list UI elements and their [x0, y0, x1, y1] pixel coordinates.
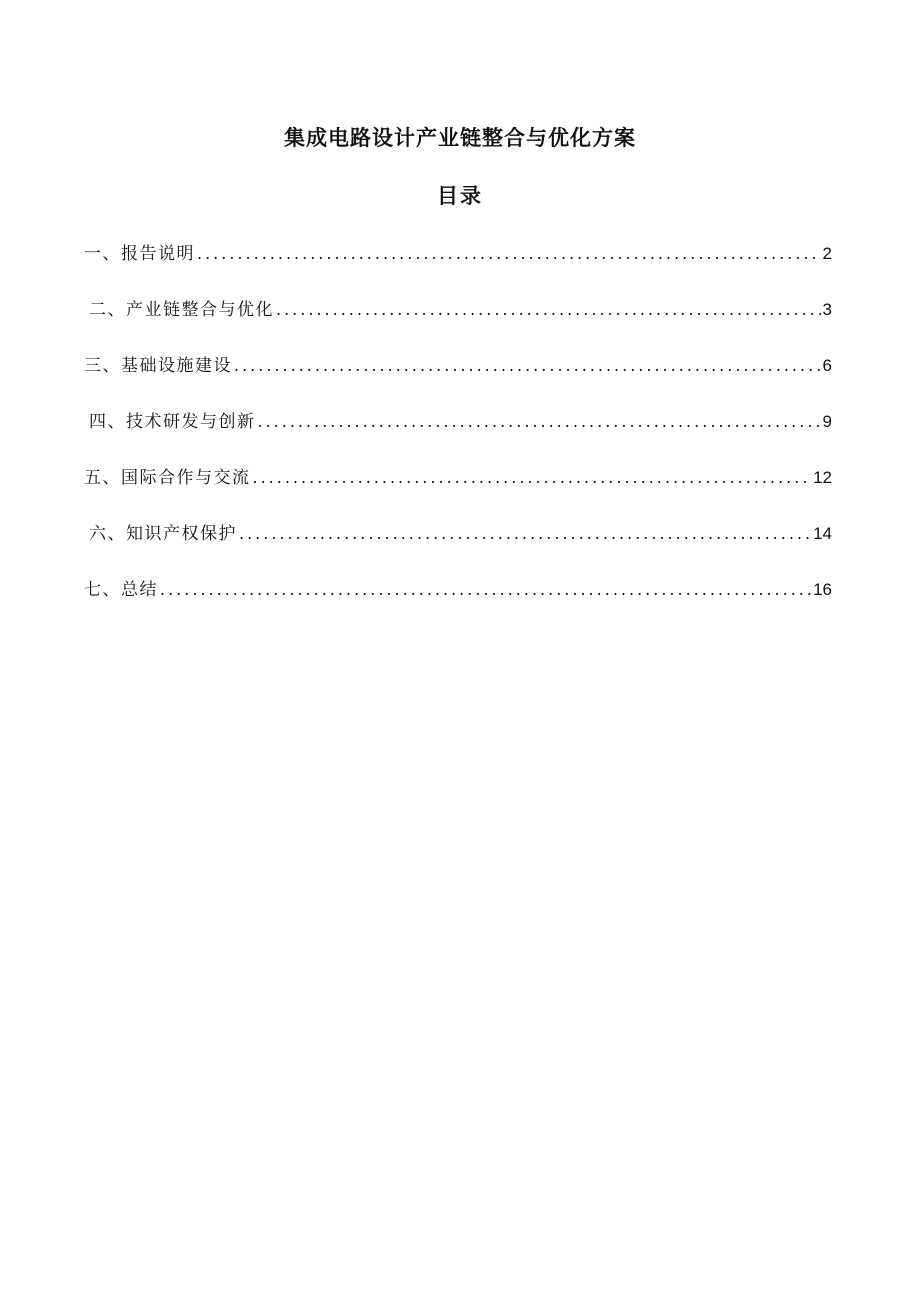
toc-entry-page: 2	[822, 244, 832, 263]
toc-entry-number: 六、	[89, 524, 126, 544]
toc-entry-number: 七、	[84, 580, 121, 600]
document-title: 集成电路设计产业链整合与优化方案	[284, 125, 636, 150]
toc-entry-label: 基础设施建设	[121, 356, 232, 376]
toc-entry[interactable]	[84, 406, 832, 462]
toc-leader-dots	[276, 294, 821, 326]
toc-entry-label: 产业链整合与优化	[126, 300, 274, 320]
table-of-contents	[84, 238, 832, 630]
toc-entry-number: 三、	[84, 356, 121, 376]
toc-heading: 目录	[437, 183, 483, 208]
toc-entry-number: 四、	[89, 412, 126, 432]
toc-leader-dots	[239, 518, 811, 550]
toc-leader-dots	[258, 406, 821, 438]
toc-entry-label: 知识产权保护	[126, 524, 237, 544]
toc-entry-page: 16	[813, 580, 832, 599]
toc-entry[interactable]	[84, 294, 832, 350]
toc-entry-number: 二、	[89, 300, 126, 320]
toc-entry-number: 一、	[84, 244, 121, 264]
toc-entry-label: 国际合作与交流	[121, 468, 251, 488]
toc-entry[interactable]	[84, 462, 832, 518]
toc-leader-dots	[160, 574, 811, 606]
toc-entry-label: 总结	[121, 580, 158, 600]
toc-entry[interactable]	[84, 350, 832, 406]
toc-leader-dots	[234, 350, 821, 382]
toc-entry[interactable]	[84, 238, 832, 294]
toc-entry[interactable]	[84, 518, 832, 574]
toc-entry-page: 12	[813, 468, 832, 487]
toc-entry-page: 14	[813, 524, 832, 543]
toc-entry-number: 五、	[84, 468, 121, 488]
toc-entry-label: 报告说明	[121, 244, 195, 264]
toc-entry-page: 3	[822, 300, 832, 319]
toc-entry-page: 6	[822, 356, 832, 375]
toc-leader-dots	[253, 462, 812, 494]
toc-entry[interactable]	[84, 574, 832, 630]
toc-entry-label: 技术研发与创新	[126, 412, 256, 432]
toc-entry-page: 9	[822, 412, 832, 431]
toc-leader-dots	[197, 238, 821, 270]
